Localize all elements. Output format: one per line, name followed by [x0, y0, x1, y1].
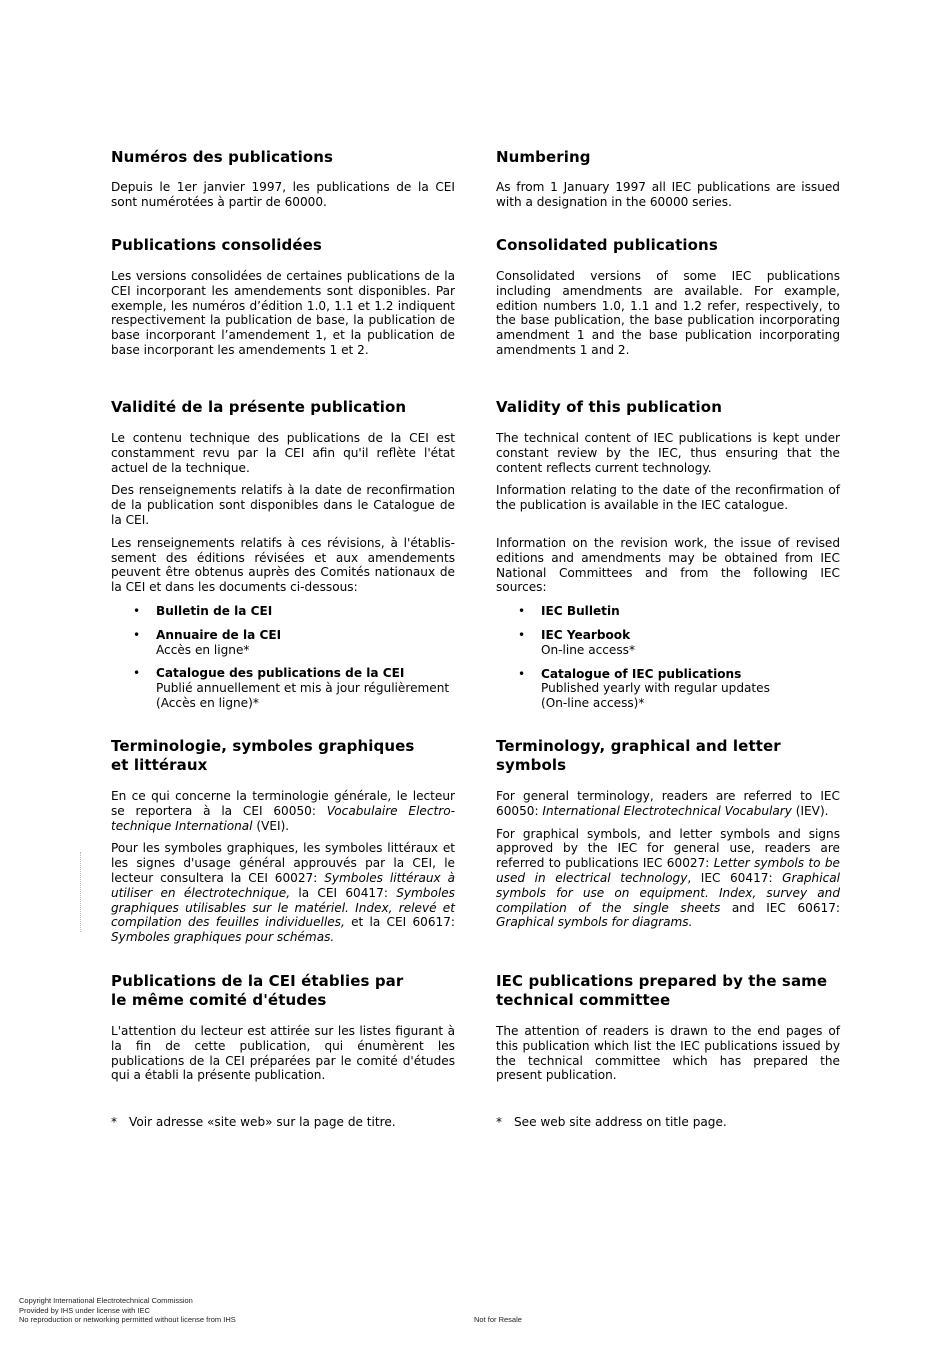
- publication-title: Symboles graphiques utilisables sur le matériel. Index, relevé et compilation des feuilles individuelles,: [111, 885, 455, 930]
- fr-committee-text: L'attention du lecteur est attirée sur les listes figurant à la fin de cette publication, qui énumèrent les publications de la CEI préparées par le comité d'études qui a établi la présente publication.: [111, 1024, 455, 1083]
- fr-validity-text-3: Les renseignements relatifs à ces révisions, à l'établis-sement des éditions révisées et aux amendements peuvent être obtenus auprès des Comités nationaux de la CEI et dans les documents ci-dessous:: [111, 535, 455, 595]
- heading-line: le même comité d'études: [111, 991, 327, 1009]
- en-terminology-section: [496, 737, 840, 930]
- bullet-icon: •: [133, 627, 141, 642]
- fr-validity-text-1: Le contenu technique des publications de la CEI est constamment revu par la CEI afin qu'il reflète l'état actuel de la technique.: [111, 431, 455, 475]
- en-consolidated-text: Consolidated versions of some IEC publications including amendments are available. For example, edition numbers 1.0, 1.1 and 1.2 refer, respectively, to the base publication, the base publication incorporating amendment 1 and the base publication incorporating amendments 1 and 2.: [496, 269, 840, 357]
- text-run: (IEV).: [791, 803, 829, 818]
- footnote-marker: *: [496, 1115, 503, 1129]
- publication-title: Graphical symbols for diagrams.: [496, 915, 693, 930]
- en-committee-heading: [496, 972, 840, 1010]
- fr-numbering-heading: Numéros des publications: [111, 148, 334, 166]
- en-terminology-text-2: [496, 827, 840, 931]
- en-numbering-text: As from 1 January 1997 all IEC publications are issued with a designation in the 60000 series.: [496, 180, 840, 209]
- en-sources-list: [496, 604, 840, 711]
- text-run: and IEC 60617:: [720, 900, 840, 915]
- fr-source-title: Annuaire de la CEI: [156, 627, 282, 642]
- bullet-icon: •: [133, 603, 141, 618]
- text-run: et la CEI 60617:: [344, 915, 456, 930]
- bullet-icon: •: [518, 604, 526, 619]
- text-run: For general terminology, readers are referred to IEC 60050:: [496, 789, 840, 818]
- copyright-line: Copyright International Electrotechnical Commission: [19, 1296, 193, 1305]
- en-source-note: On-line access*: [541, 642, 636, 657]
- heading-line: et littéraux: [111, 756, 208, 774]
- fr-validity-section: [111, 398, 455, 711]
- fr-committee-section: [111, 972, 455, 1083]
- en-numbering-heading: Numbering: [496, 148, 591, 166]
- bullet-icon: •: [133, 666, 141, 681]
- publication-title: Graphical symbols for use on equipment. Index, survey and compilation of the single sheets: [496, 870, 840, 915]
- publication-title: Letter symbols to be used in electrical technology: [496, 856, 840, 885]
- en-committee-text: The attention of readers is drawn to the end pages of this publication which list the IEC publications issued by the technical committee which has prepared the present publication.: [496, 1024, 840, 1083]
- fr-committee-heading: [111, 972, 455, 1010]
- en-source-title: IEC Yearbook: [541, 627, 631, 642]
- heading-line: Terminology, graphical and letter: [496, 737, 781, 755]
- fr-terminology-heading: [111, 737, 455, 775]
- en-source-title: IEC Bulletin: [541, 604, 620, 619]
- text-run: For graphical symbols, and letter symbols and signs approved by the IEC for general use, readers are referred to publications IEC 60027:: [496, 826, 840, 871]
- en-validity-section: [496, 398, 840, 711]
- en-source-note: Published yearly with regular updates: [541, 681, 770, 696]
- fr-footnote: [111, 1115, 396, 1129]
- fr-validity-text-2: Des renseignements relatifs à la date de reconfirmation de la publication sont disponibles dans le Catalogue de la CEI.: [111, 483, 455, 527]
- fr-terminology-text-1: [111, 789, 455, 833]
- en-numbering-section: [496, 148, 840, 210]
- list-item: [111, 666, 455, 710]
- text-run: (VEI).: [252, 818, 290, 833]
- en-committee-section: [496, 972, 840, 1083]
- en-validity-text-2: Information relating to the date of the reconfirmation of the publication is available in the IEC catalogue.: [496, 483, 840, 513]
- fr-footnote-text: Voir adresse «site web» sur la page de titre.: [129, 1115, 396, 1129]
- en-source-title: Catalogue of IEC publications: [541, 666, 742, 681]
- fr-consolidated-text: Les versions consolidées de certaines publications de la CEI incorporant les amendements sont disponibles. Par exemple, les numéros d’édition 1.0, 1.1 et 1.2 indiquent respectivement la publication de base, la publication de base incorporant l’amendement 1, et la publication de base incorporant les amendements 1 et 2.: [111, 269, 455, 357]
- fr-sources-list: [111, 604, 455, 711]
- heading-line: symbols: [496, 756, 567, 774]
- text-run: la CEI 60417:: [290, 885, 397, 900]
- text-run: En ce qui concerne la terminologie générale, le lecteur se reportera à la CEI 60050:: [111, 789, 455, 818]
- fr-source-title: Bulletin de la CEI: [156, 603, 273, 618]
- publication-title: Vocabulaire Electro-technique International: [111, 803, 455, 833]
- heading-line: technical committee: [496, 991, 671, 1009]
- publication-title: International Electrotechnical Vocabulary: [542, 803, 792, 818]
- text-run: , IEC 60417:: [687, 870, 783, 885]
- fr-source-note: Accès en ligne*: [156, 642, 250, 657]
- en-footnote: [496, 1115, 727, 1129]
- fr-consolidated-heading: Publications consolidées: [111, 236, 322, 254]
- fr-numbering-text: Depuis le 1er janvier 1997, les publications de la CEI sont numérotées à partir de 60000.: [111, 180, 455, 209]
- list-item: [111, 604, 455, 619]
- en-validity-text-1: The technical content of IEC publications is kept under constant review by the IEC, thus ensuring that the content reflects current technology.: [496, 431, 840, 475]
- publication-title: Symboles littéraux à utiliser en électrotechnique,: [111, 870, 455, 900]
- en-consolidated-heading: Consolidated publications: [496, 236, 718, 254]
- fr-terminology-section: [111, 737, 455, 945]
- heading-line: Terminologie, symboles graphiques: [111, 737, 415, 755]
- footnote-marker: *: [111, 1115, 118, 1129]
- fr-consolidated-section: [111, 236, 455, 358]
- bullet-icon: •: [518, 666, 526, 681]
- fr-validity-heading: Validité de la présente publication: [111, 398, 407, 416]
- list-item: [496, 604, 840, 619]
- bullet-icon: •: [518, 627, 526, 642]
- license-line: Provided by IHS under license with IEC: [19, 1305, 150, 1315]
- list-item: [496, 628, 840, 658]
- publication-title: Symboles graphiques pour schémas.: [111, 930, 335, 945]
- en-footnote-text: See web site address on title page.: [514, 1115, 727, 1129]
- list-item: [111, 628, 455, 658]
- fr-source-note: Publié annuellement et mis à jour régulièrement: [156, 681, 450, 696]
- reproduction-line: No reproduction or networking permitted without license from IHS: [19, 1315, 236, 1324]
- fr-source-note-2: (Accès en ligne)*: [156, 695, 259, 710]
- en-validity-heading: Validity of this publication: [496, 398, 722, 416]
- margin-mark: [80, 852, 82, 932]
- copyright-footer: [19, 1296, 236, 1325]
- en-source-note-2: (On-line access)*: [541, 696, 645, 711]
- en-validity-text-3: Information on the revision work, the issue of revised editions and amendments may be obtained from IEC National Committees and from the following IEC sources:: [496, 535, 840, 595]
- text-run: Pour les symboles graphiques, les symboles littéraux et les signes d'usage général approuvés par la CEI, le lecteur consultera la CEI 60027:: [111, 841, 455, 885]
- en-consolidated-section: [496, 236, 840, 358]
- fr-numbering-section: [111, 148, 455, 210]
- fr-terminology-text-2: [111, 841, 455, 945]
- en-terminology-text-1: [496, 789, 840, 819]
- not-for-resale-label: Not for Resale: [474, 1315, 522, 1324]
- en-terminology-heading: [496, 737, 840, 775]
- fr-source-title: Catalogue des publications de la CEI: [156, 666, 405, 681]
- heading-line: Publications de la CEI établies par: [111, 972, 404, 990]
- heading-line: IEC publications prepared by the same: [496, 972, 828, 990]
- list-item: [496, 667, 840, 711]
